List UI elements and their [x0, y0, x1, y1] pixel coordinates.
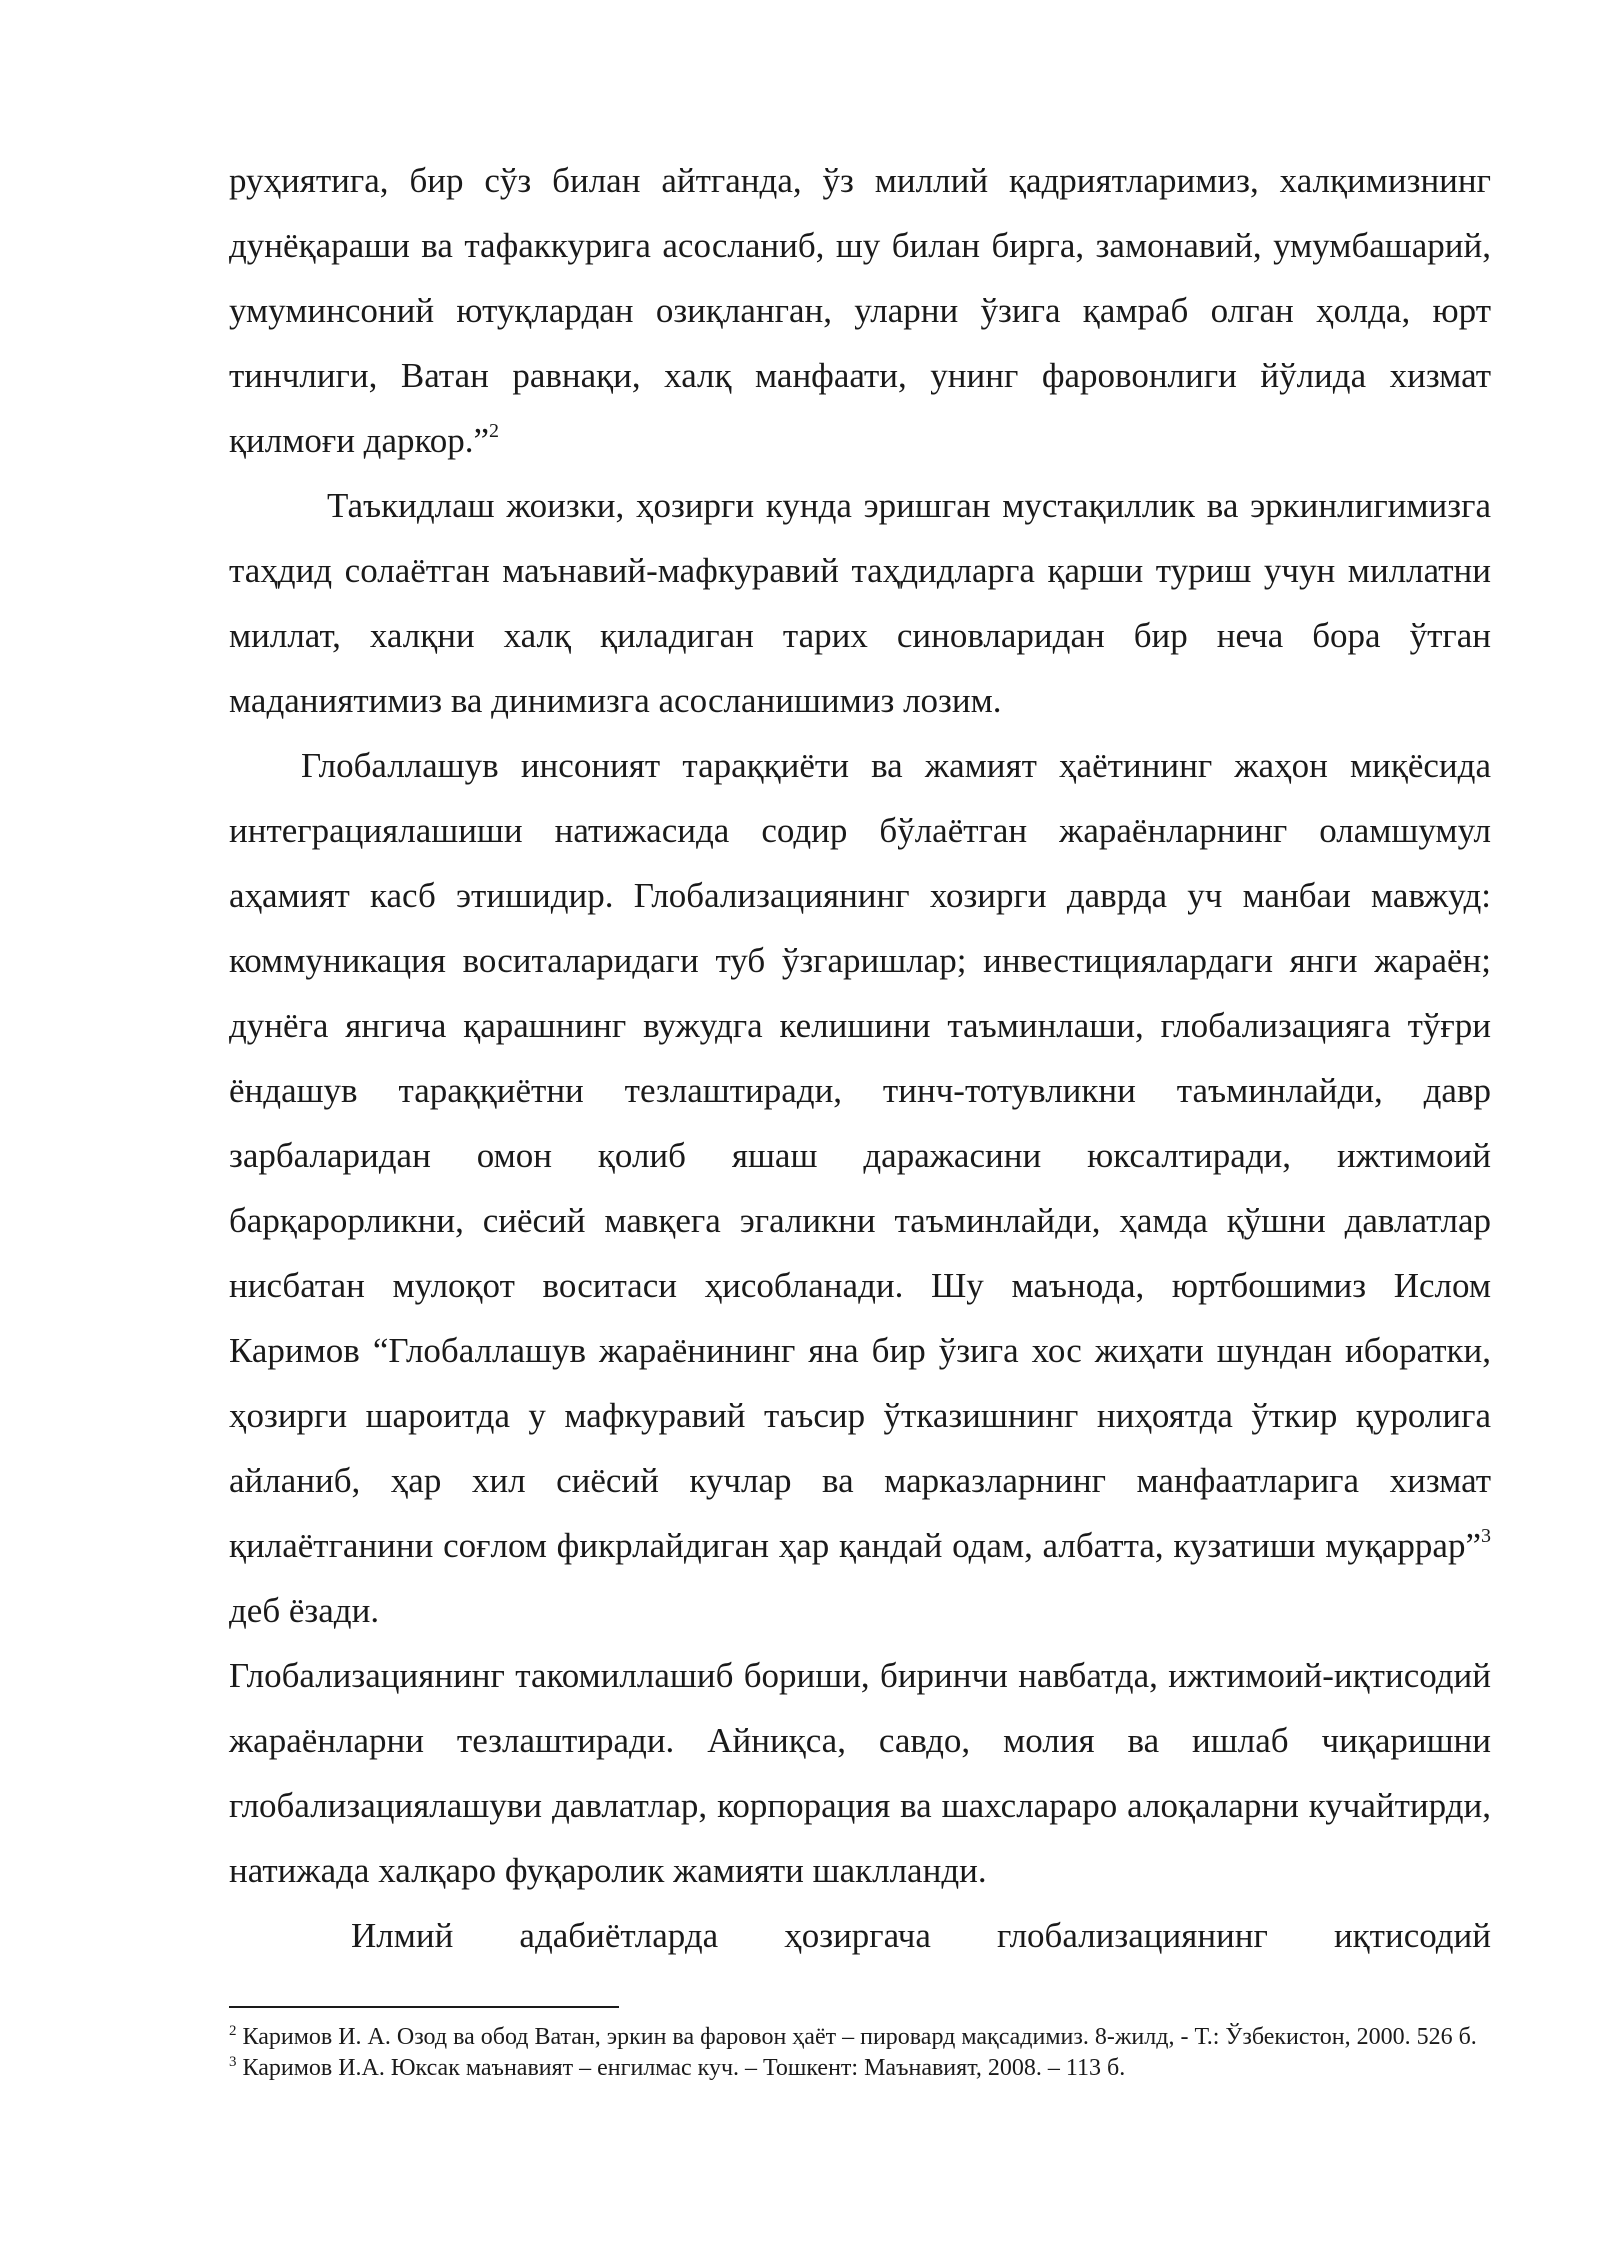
footnote-ref-3: 3 [1481, 1525, 1491, 1548]
paragraph-1-text: руҳиятига, бир сўз билан айтганда, ўз миллий қадриятларимиз, халқимизнинг дунёқараши ва тафаккурига асосланиб, шу билан бирга, замонавий, умумбашарий, умуминсоний ютуқлардан озиқланган, уларни ўзига қамраб олган ҳолда, юрт тинчлиги, Ватан равнақи, халқ манфаати, унинг фаровонлиги йўлида хизмат қилмоғи даркор.” [229, 161, 1491, 460]
paragraph-3-tail: деб ёзади. [229, 1591, 380, 1630]
footnotes-section [229, 2006, 1491, 2084]
paragraph-1 [229, 148, 1491, 473]
paragraph-4 [229, 1643, 1491, 1903]
footnote-3 [229, 2053, 1491, 2084]
footnote-3-text: Каримов И.А. Юксак маънавият – енгилмас куч. – Тошкент: Маънавият, 2008. – 113 б. [236, 2055, 1126, 2081]
paragraph-3-text: Глобаллашув инсоният тараққиёти ва жамият ҳаётининг жаҳон миқёсида интеграциялашиши натижасида содир бўлаётган жараёнларнинг оламшумул аҳамият касб этишидир. Глобализациянинг хозирги даврда уч манбаи мавжуд: коммуникация воситаларидаги туб ўзгаришлар; инвестициялардаги янги жараён; дунёга янгича қарашнинг вужудга келишини таъминлаши, глобализацияга тўғри ёндашув тараққиётни тезлаштиради, тинч-тотувликни таъминлайди, давр зарбаларидан омон қолиб яшаш даражасини юксалтиради, ижтимоий барқарорликни, сиёсий мавқега эгаликни таъминлайди, ҳамда қўшни давлатлар нисбатан мулоқот воситаси ҳисобланади. Шу маънода, юртбошимиз Ислом Каримов “Глобаллашув жараёнининг яна бир ўзига хос жиҳати шундан иборатки, ҳозирги шароитда у мафкуравий таъсир ўтказишнинг ниҳоятда ўткир қуролига айланиб, ҳар хил сиёсий кучлар ва марказларнинг манфаатларига хизмат қилаётганини соғлом фикрлайдиган ҳар қандай одам, албатта, кузатиши муқаррар” [229, 746, 1491, 1565]
paragraph-5 [229, 1903, 1491, 1968]
footnote-separator [229, 2006, 619, 2008]
footnote-ref-2: 2 [489, 420, 500, 443]
paragraph-5-text: Илмий адабиётларда ҳозиргача глобализациянинг иқтисодий [351, 1916, 1491, 1955]
paragraph-4-text: Глобализациянинг такомиллашиб бориши, биринчи навбатда, ижтимоий-иқтисодий жараёнларни тезлаштиради. Айниқса, савдо, молия ва ишлаб чиқаришни глобализациялашуви давлатлар, корпорация ва шахслараро алоқаларни кучайтирди, натижада халқаро фуқаролик жамияти шаклланди. [229, 1656, 1491, 1890]
footnote-2-text: Каримов И. А. Озод ва обод Ватан, эркин ва фаровон ҳаёт – пировард мақсадимиз. 8-жилд, - Т.: Ўзбекистон, 2000. 526 б. [236, 2024, 1477, 2050]
footnote-3-number: 3 [229, 2054, 237, 2070]
document-body [229, 148, 1491, 1968]
paragraph-2 [229, 473, 1491, 733]
paragraph-3 [229, 733, 1491, 1643]
paragraph-2-text: Таъкидлаш жоизки, ҳозирги кунда эришган мустақиллик ва эркинлигимизга таҳдид солаётган маънавий-мафкуравий таҳдидларга қарши туриш учун миллатни миллат, халқни халқ қиладиган тарих синовларидан бир неча бора ўтган маданиятимиз ва динимизга асосланишимиз лозим. [229, 486, 1491, 720]
footnote-2-number: 2 [229, 2023, 237, 2039]
footnote-2 [229, 2022, 1491, 2053]
